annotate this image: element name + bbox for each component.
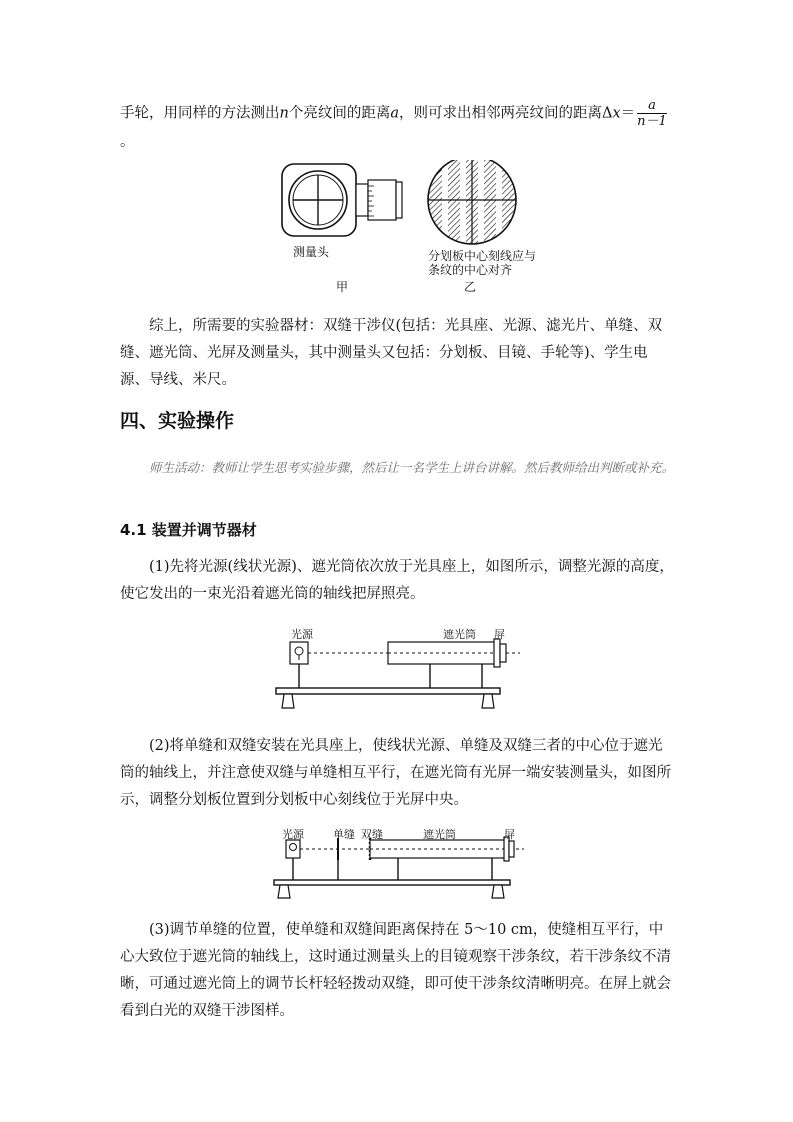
label-tube: 遮光筒	[443, 628, 476, 641]
measurement-head-figure	[270, 160, 560, 300]
label-single-slit: 单缝	[333, 828, 355, 841]
caption-jia: 甲	[336, 280, 349, 294]
measure-head-label: 测量头	[293, 245, 330, 259]
var-n: n	[279, 105, 289, 122]
equals: ＝	[620, 105, 636, 122]
fraction	[637, 98, 667, 129]
caption-yi: 乙	[464, 280, 477, 294]
label-screen-2: 屏	[504, 828, 515, 841]
text: 个亮纹间的距离	[288, 105, 391, 122]
fraction-numerator: a	[637, 98, 667, 114]
text: ，则可求出相邻两亮纹间的距离Δ	[399, 105, 613, 122]
formula-paragraph	[120, 98, 675, 156]
fraction-denominator: n－1	[637, 114, 667, 129]
var-a: a	[390, 105, 399, 122]
step-2: (2)将单缝和双缝安装在光具座上，使线状光源、单缝及双缝三者的中心位于遮光筒的轴线上，并注意使双缝与单缝相互平行，在遮光筒有光屏一端安装测量头，如图所示，调整分划板位置到分划板中心刻线位于光屏中央。	[120, 738, 671, 808]
label-tube-2: 遮光筒	[423, 828, 456, 841]
subsection-title: 4.1 装置并调节器材	[120, 521, 257, 539]
text: 手轮，用同样的方法测出	[120, 105, 280, 122]
label-light-source: 光源	[291, 628, 313, 641]
label-double-slit: 双缝	[361, 828, 383, 841]
label-screen: 屏	[494, 628, 505, 641]
activity-note: 师生活动：教师让学生思考实验步骤，然后让一名学生上讲台讲解。然后教师给出判断或补充。	[149, 460, 675, 475]
section-title: 四、实验操作	[120, 410, 235, 432]
step-1: (1)先将光源(线状光源)、遮光筒依次放于光具座上，如图所示，调整光源的高度，使它发出的一束光沿着遮光筒的轴线把屏照亮。	[120, 559, 674, 602]
step-3: (3)调节单缝的位置，使单缝和双缝间距离保持在 5～10 cm，使缝相互平行，中心大致位于遮光筒的轴线上，这时通过测量头上的目镜观察干涉条纹，若干涉条纹不清晰，可通过遮光筒上的调节长杆轻轻拨动双缝，即可使干涉条纹清晰明亮。在屏上就会看到白光的双缝干涉图样。	[120, 922, 671, 1019]
label-light-source-2: 光源	[282, 828, 304, 841]
reticle-label-line1: 分划板中心刻线应与	[428, 249, 537, 263]
text: 。	[120, 134, 135, 150]
var-x: x	[612, 105, 621, 122]
equipment-summary: 综上，所需要的实验器材：双缝干涉仪(包括：光具座、光源、滤光片、单缝、双缝、遮光筒、光屏及测量头，其中测量头又包括：分划板、目镜、手轮等)、学生电源、导线、米尺。	[120, 318, 663, 388]
reticle-label-line2: 条纹的中心对齐	[428, 263, 513, 277]
optical-bench-figure-2	[270, 826, 532, 906]
